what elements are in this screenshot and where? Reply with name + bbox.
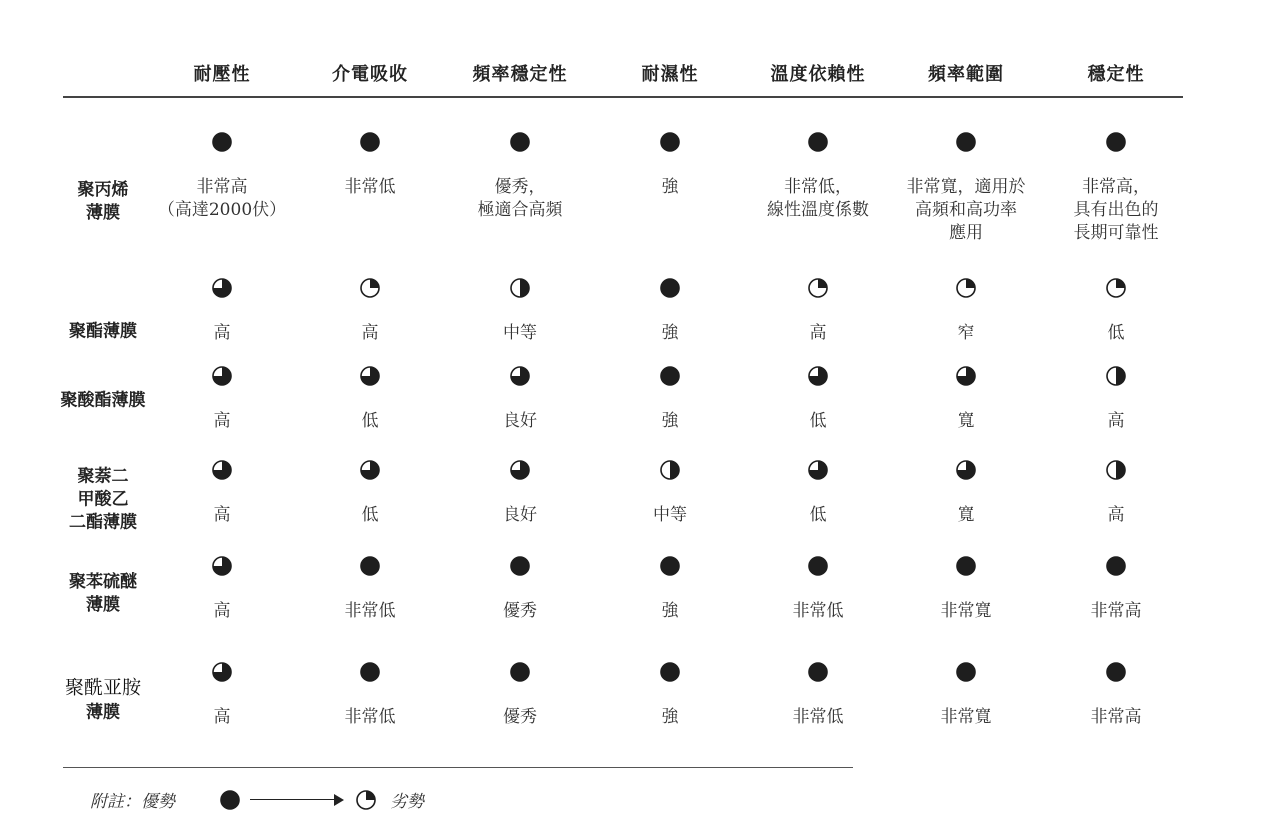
cell-text: 中等: [653, 505, 687, 525]
rating-three-quarter-icon: [360, 366, 380, 386]
rating-three-quarter-icon: [510, 366, 530, 386]
cell-text: 優秀: [503, 707, 537, 727]
cell-text: 強: [661, 323, 679, 343]
rating-quarter-icon: [808, 278, 828, 298]
legend-prefix: 附註：優勢: [90, 792, 175, 812]
rating-three-quarter-icon: [956, 460, 976, 480]
cell-text: 非常高: [1090, 707, 1142, 727]
column-header-1: 介電吸收: [332, 64, 408, 85]
legend-advantage-icon: [220, 790, 240, 810]
footer-rule: [63, 767, 853, 768]
legend-arrow-head-icon: [334, 794, 344, 806]
rating-three-quarter-icon: [212, 460, 232, 480]
cell-text: 強: [661, 177, 679, 197]
cell-text: 寬: [957, 505, 975, 525]
cell-text: 非常低: [792, 707, 844, 727]
row-label-5: 聚酰亚胺 薄膜: [64, 676, 142, 723]
rating-full-icon: [660, 132, 680, 152]
rating-full-icon: [1106, 132, 1126, 152]
rating-three-quarter-icon: [212, 278, 232, 298]
rating-quarter-icon: [360, 278, 380, 298]
rating-quarter-icon: [1106, 278, 1126, 298]
cell-text: 低: [809, 505, 827, 525]
cell-text: 高: [809, 323, 827, 343]
cell-text: 寬: [957, 411, 975, 431]
rating-three-quarter-icon: [510, 460, 530, 480]
rating-full-icon: [660, 556, 680, 576]
cell-text: 強: [661, 707, 679, 727]
column-header-4: 溫度依賴性: [770, 64, 866, 85]
cell-text: 非常寬: [940, 707, 992, 727]
cell-text: 非常低: [344, 601, 396, 621]
rating-full-icon: [956, 662, 976, 682]
cell-text: 低: [1107, 323, 1125, 343]
cell-text: 強: [661, 601, 679, 621]
rating-full-icon: [360, 662, 380, 682]
cell-text: 低: [361, 505, 379, 525]
rating-full-icon: [956, 556, 976, 576]
cell-text: 非常寬，適用於 高頻和高功率 應用: [906, 177, 1026, 243]
column-header-5: 頻率範圍: [928, 64, 1004, 85]
cell-text: 非常寬: [940, 601, 992, 621]
column-header-6: 穩定性: [1087, 64, 1145, 85]
rating-three-quarter-icon: [360, 460, 380, 480]
row-label-2: 聚酸酯薄膜: [60, 390, 146, 411]
cell-text: 優秀， 極適合高頻: [477, 177, 563, 220]
row-label-0: 聚丙烯 薄膜: [77, 180, 129, 223]
cell-text: 高: [1107, 505, 1125, 525]
rating-three-quarter-icon: [212, 366, 232, 386]
cell-text: 非常低: [344, 177, 396, 197]
row-label-3: 聚萘二 甲酸乙 二酯薄膜: [69, 466, 137, 533]
header-rule: [63, 96, 1183, 98]
rating-full-icon: [212, 132, 232, 152]
rating-three-quarter-icon: [808, 366, 828, 386]
cell-text: 良好: [503, 505, 537, 525]
cell-text: 中等: [503, 323, 537, 343]
rating-full-icon: [808, 662, 828, 682]
rating-full-icon: [1106, 556, 1126, 576]
cell-text: 高: [1107, 411, 1125, 431]
cell-text: 高: [213, 505, 231, 525]
cell-text: 高: [213, 411, 231, 431]
cell-text: 窄: [957, 323, 975, 343]
cell-text: 高: [213, 707, 231, 727]
cell-text: 非常高， 具有出色的 長期可靠性: [1073, 177, 1159, 243]
row-label-1: 聚酯薄膜: [69, 321, 137, 342]
cell-text: 高: [213, 323, 231, 343]
rating-full-icon: [956, 132, 976, 152]
rating-full-icon: [360, 132, 380, 152]
rating-full-icon: [510, 132, 530, 152]
cell-text: 低: [809, 411, 827, 431]
column-header-2: 頻率穩定性: [472, 64, 568, 85]
cell-text: 良好: [503, 411, 537, 431]
column-header-0: 耐壓性: [193, 64, 251, 85]
rating-full-icon: [510, 662, 530, 682]
cell-text: 非常低， 線性溫度係數: [767, 177, 869, 220]
rating-quarter-icon: [956, 278, 976, 298]
rating-full-icon: [660, 278, 680, 298]
cell-text: 高: [361, 323, 379, 343]
rating-half-icon: [1106, 460, 1126, 480]
legend-suffix: 劣勢: [390, 792, 424, 812]
rating-half-icon: [1106, 366, 1126, 386]
rating-full-icon: [360, 556, 380, 576]
rating-full-icon: [510, 556, 530, 576]
rating-three-quarter-icon: [808, 460, 828, 480]
rating-full-icon: [660, 662, 680, 682]
cell-text: 非常高: [1090, 601, 1142, 621]
rating-full-icon: [660, 366, 680, 386]
cell-text: 優秀: [503, 601, 537, 621]
rating-three-quarter-icon: [212, 556, 232, 576]
column-header-3: 耐濕性: [641, 64, 699, 85]
cell-text: 非常高 （高達2000伏）: [157, 177, 287, 220]
cell-text: 非常低: [344, 707, 396, 727]
legend-arrow-line: [250, 799, 338, 800]
rating-full-icon: [808, 556, 828, 576]
rating-half-icon: [510, 278, 530, 298]
legend-disadvantage-icon: [356, 790, 376, 810]
rating-full-icon: [808, 132, 828, 152]
rating-half-icon: [660, 460, 680, 480]
rating-three-quarter-icon: [956, 366, 976, 386]
cell-text: 低: [361, 411, 379, 431]
cell-text: 強: [661, 411, 679, 431]
cell-text: 非常低: [792, 601, 844, 621]
row-label-4: 聚苯硫醚 薄膜: [69, 572, 137, 615]
rating-full-icon: [1106, 662, 1126, 682]
rating-three-quarter-icon: [212, 662, 232, 682]
cell-text: 高: [213, 601, 231, 621]
